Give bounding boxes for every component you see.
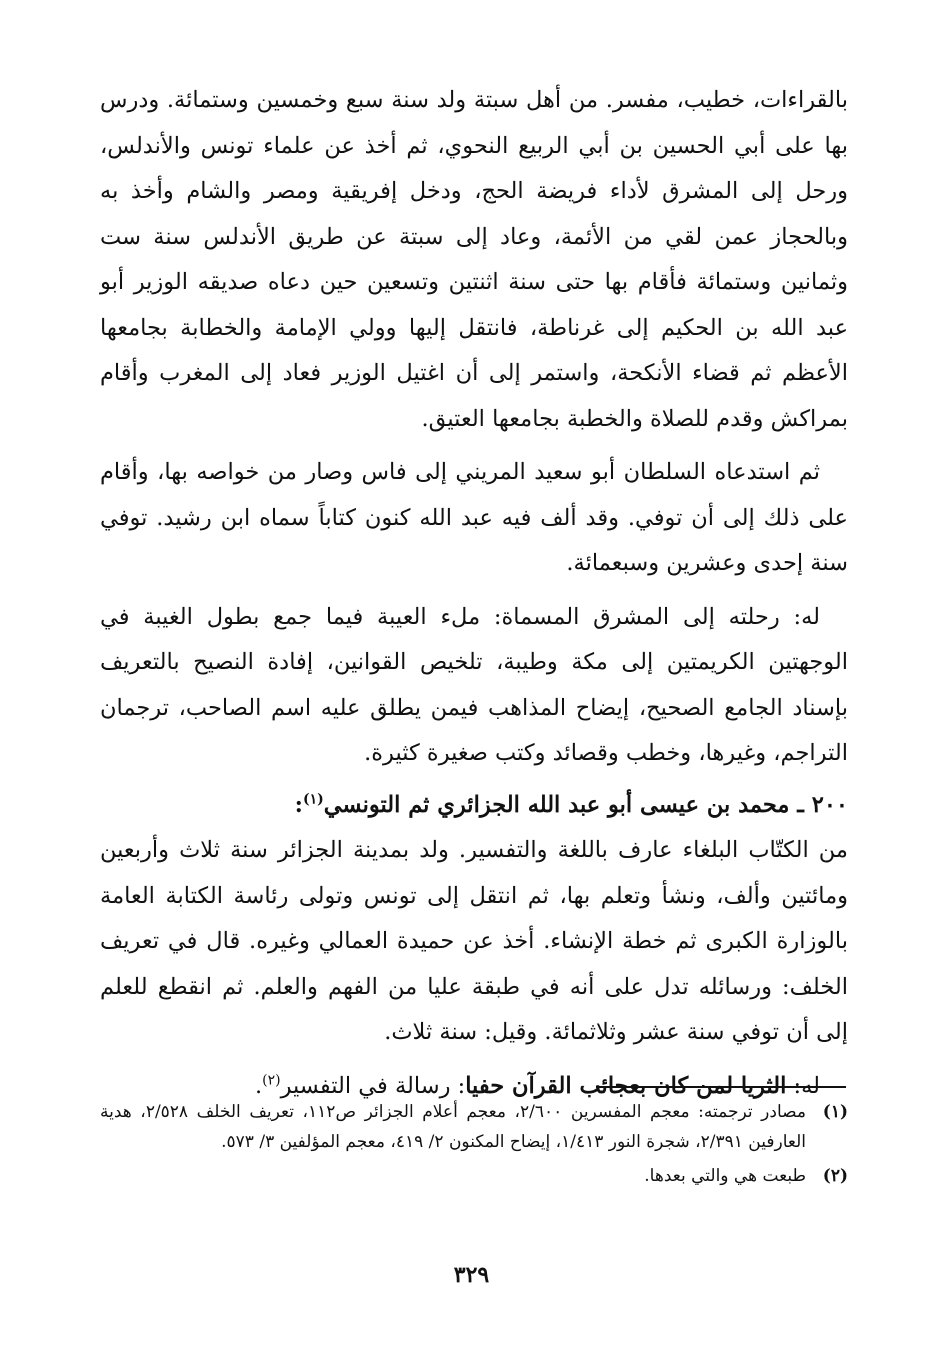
entry-heading-colon: : [294,791,303,818]
footnote-separator [596,1086,846,1088]
page-body [100,78,848,1109]
works-paragraph: له: رحلته إلى المشرق المسماة: ملء العيبة فيما جمع بطول الغيبة في الوجهتين الكريمتين إلى مكة وطيبة، تلخيص القوانين، إفادة النصيح بالتعريف بإسناد الجامع الصحيح، إيضاح المذاهب فيمن يطلق عليه اسم الصاحب، ترجمان التراجم، وغيرها، وخطب وقصائد وكتب صغيرة كثيرة. [100,603,848,766]
biography-paragraph: بالقراءات، خطيب، مفسر. من أهل سبتة ولد سنة سبع وخمسين وستمائة. ودرس بها على أبي الحسين بن أبي الربيع النحوي، ثم أخذ عن علماء تونس والأندلس، ورحل إلى المشرق لأداء فريضة الحج، ودخل إفريقية ومصر والشام وأخذ به وبالحجاز عمن لقي من الأئمة، وعاد إلى سبتة عن طريق الأندلس سنة ست وثمانين وستمائة فأقام بها حتى سنة اثنتين وتسعين حين دعاه صديقه الوزير أبو عبد الله بن الحكيم إلى غرناطة، فانتقل إليها وولي الإمامة والخطابة بجامعها الأعظم ثم قضاء الأنكحة، واستمر إلى أن اغتيل الوزير فعاد إلى المغرب وأقام بمراكش وقدم للصلاة والخطبة بجامعها العتيق. [100,87,848,432]
footnote-text: طبعت هي والتي بعدها. [644,1166,806,1186]
footnote-2 [100,1161,848,1191]
biography-paragraph-2: ثم استدعاه السلطان أبو سعيد المريني إلى فاس وصار من خواصه بها، وأقام على ذلك إلى أن توفي. وقد ألف فيه عبد الله كنون كتاباً سماه ابن رشيد. توفي سنة إحدى وعشرين وسبعمائة. [100,459,848,576]
footnotes [100,1097,848,1195]
footnote-number: (١) [822,1102,848,1122]
footnote-number: (٢) [822,1166,848,1186]
footnote-text: مصادر ترجمته: معجم المفسرين ٢/٦٠٠، معجم أعلام الجزائر ص١١٢، تعريف الخلف ٢/٥٢٨، هدية العارفين ٢/٣٩١، شجرة النور ١/٤١٣، إيضاح المكنون ٢/ ٤١٩، معجم المؤلفين ٣/ ٥٧٣. [100,1102,806,1152]
entry-heading-text: ٢٠٠ ـ محمد بن عيسى أبو عبد الله الجزائري ثم التونسي [323,791,848,818]
page-number: ٣٢٩ [453,1262,490,1288]
footnote-ref-1: (١) [302,791,324,807]
entry-biography-paragraph: من الكتّاب البلغاء عارف باللغة والتفسير. ولد بمدينة الجزائر سنة ثلاث وأربعين ومائتين وألف، ونشأ وتعلم بها، ثم انتقل إلى تونس وتولى رئاسة الكتابة العامة بالوزارة الكبرى ثم خطة الإنشاء. أخذ عن حميدة العمالي وغيره. قال في تعريف الخلف: ورسائله تدل على أنه في طبقة عليا من الفهم والعلم. ثم انقطع للعلم إلى أن توفي سنة عشر وثلاثمائة. وقيل: سنة ثلاث. [100,837,848,1045]
entry-heading [100,783,848,829]
entry-works-rest: : رسالة في التفسير [280,1072,466,1099]
entry-works-end: . [254,1072,263,1099]
entry-works-prefix: له: [786,1072,820,1099]
footnote-ref-2: (٢) [262,1072,281,1088]
entry-works-title: الثريا لمن كان بعجائب القرآن حفيا [465,1072,787,1099]
footnote-1 [100,1097,848,1157]
